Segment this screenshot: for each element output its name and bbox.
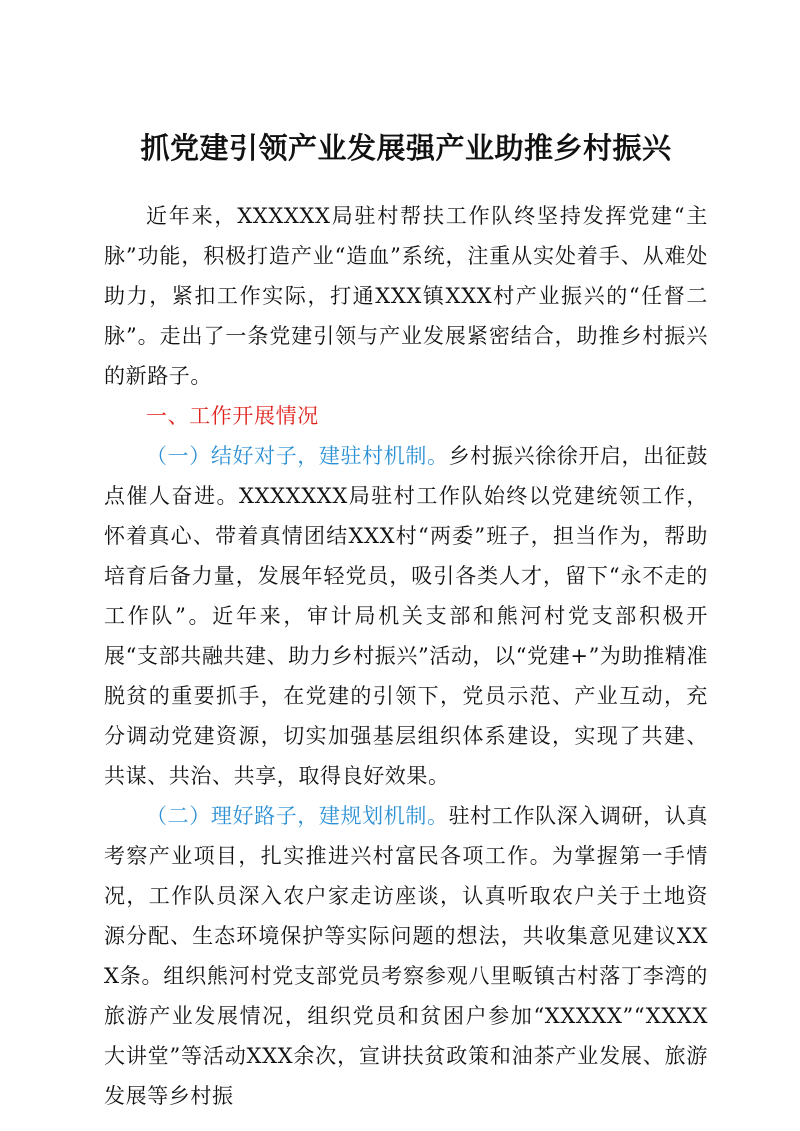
item-2-paragraph bbox=[104, 796, 708, 1116]
item-2-title: （二）理好路子，建规划机制。 bbox=[146, 804, 449, 828]
item-1-text: 乡村振兴徐徐开启，出征鼓点催人奋进。XXXXXXX局驻村工作队始终以党建统领工作，怀着真心、带着真情团结XXX村“两委”班子，担当作为，帮助培育后备力量，发展年轻党员，吸引各类人才，留下“永不走的工作队”。近年来，审计局机关支部和熊河村党支部积极开展“支部共融共建、助力乡村振兴”活动，以“党建+”为助推精准脱贫的重要抓手，在党建的引领下，党员示范、产业互动，充分调动党建资源，切实加强基层组织体系建设，实现了共建、共谋、共治、共享，取得良好效果。 bbox=[104, 444, 708, 788]
intro-paragraph: 近年来，XXXXXX局驻村帮扶工作队终坚持发挥党建“主脉”功能，积极打造产业“造血”系统，注重从实处着手、从难处助力，紧扣工作实际，打通XXX镇XXX村产业振兴的“任督二脉”。走出了一条党建引领与产业发展紧密结合，助推乡村振兴的新路子。 bbox=[104, 204, 708, 388]
section-heading-1: 一、工作开展情况 bbox=[146, 404, 319, 428]
item-1-paragraph bbox=[104, 436, 708, 796]
item-2-text: 驻村工作队深入调研，认真考察产业项目，扎实推进兴村富民各项工作。为掌握第一手情况，工作队员深入农户家走访座谈，认真听取农户关于土地资源分配、生态环境保护等实际问题的想法，共收集意见建议XXX条。组织熊河村党支部党员考察参观八里畈镇古村落丁李湾的旅游产业发展情况，组织党员和贫困户参加“XXXXX”“XXXX大讲堂”等活动XXX余次，宣讲扶贫政策和油茶产业发展、旅游发展等乡村振 bbox=[104, 804, 708, 1108]
item-1-title: （一）结好对子，建驻村机制。 bbox=[146, 444, 449, 468]
document-title: 抓党建引领产业发展强产业助推乡村振兴 bbox=[140, 131, 672, 165]
